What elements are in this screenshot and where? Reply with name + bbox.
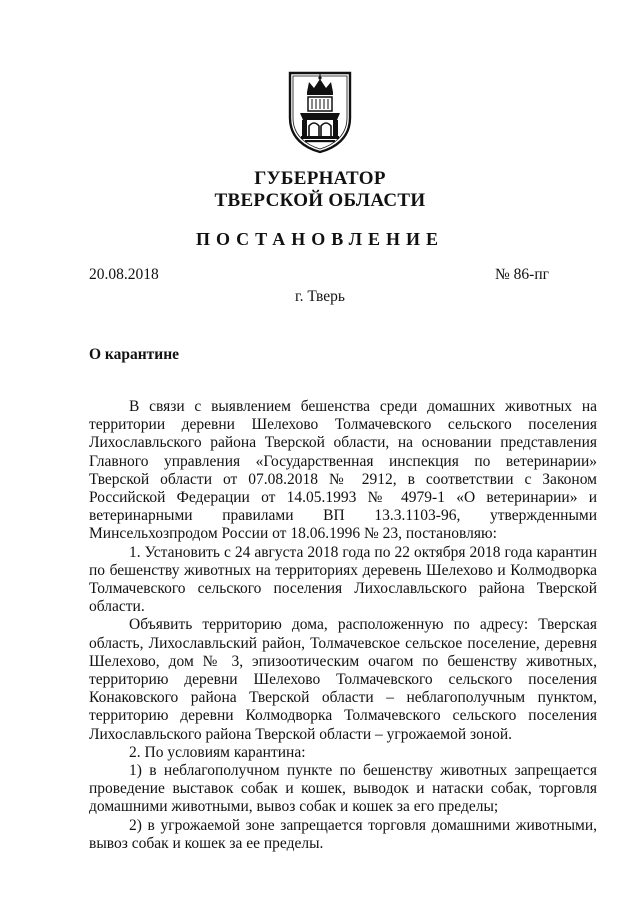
- paragraph: 1) в неблагополучном пункте по бешенству животных запрещается проведение выставок собак и кошек, выводок и натаски собак, торговля домашними животными, вывоз собак и кошек за его пределы;: [89, 762, 597, 816]
- document-type: ПОСТАНОВЛЕНИЕ: [195, 229, 445, 249]
- authority-title: ГУБЕРНАТОР: [254, 168, 386, 189]
- paragraph: Объявить территорию дома, расположенную по адресу: Тверская область, Лихославльский район, Толмачевское сельское поселение, деревня Шелехово, дом № 3, эпизоотическим очагом по бешенству животных, территорию деревни Шелехово Толмачевского сельского поселения Конаковского района Тверской области – неблагополучным пунктом, территорию деревни Колмодворка Толмачевского сельского поселения Лихославльского района Тверской области – угрожаемой зоной.: [89, 616, 597, 743]
- document-date: 20.08.2018: [89, 266, 159, 283]
- document-body: [89, 398, 597, 853]
- document-number: № 86-пг: [495, 266, 549, 283]
- authority-region: ТВЕРСКОЙ ОБЛАСТИ: [214, 190, 426, 211]
- document-subject: О карантине: [89, 346, 180, 363]
- document-city: г. Тверь: [295, 288, 345, 305]
- paragraph: 2) в угрожаемой зоне запрещается торговля домашними животными, вывоз собак и кошек за ее пределы.: [89, 816, 597, 852]
- paragraph: 1. Установить с 24 августа 2018 года по 22 октября 2018 года карантин по бешенству животных на территориях деревень Шелехово и Колмодворка Толмачевского сельского поселения Лихославльского района Тверской области.: [89, 543, 597, 616]
- paragraph: 2. По условиям карантина:: [129, 743, 306, 761]
- paragraph: В связи с выявлением бешенства среди домашних животных на территории деревни Шелехово Толмачевского сельского поселения Лихославльского района Тверской области, на основании представления Главного управления «Государственная инспекция по ветеринарии» Тверской области от 07.08.2018 № 2912, в соответствии с Законом Российской Федерации от 14.05.1993 № 4979-1 «О ветеринарии» и ветеринарными правилами ВП 13.3.1103-96, утвержденными Минсельхозпродом России от 18.06.1996 № 23, постановляю:: [89, 398, 597, 543]
- coat-of-arms-icon: [287, 70, 353, 154]
